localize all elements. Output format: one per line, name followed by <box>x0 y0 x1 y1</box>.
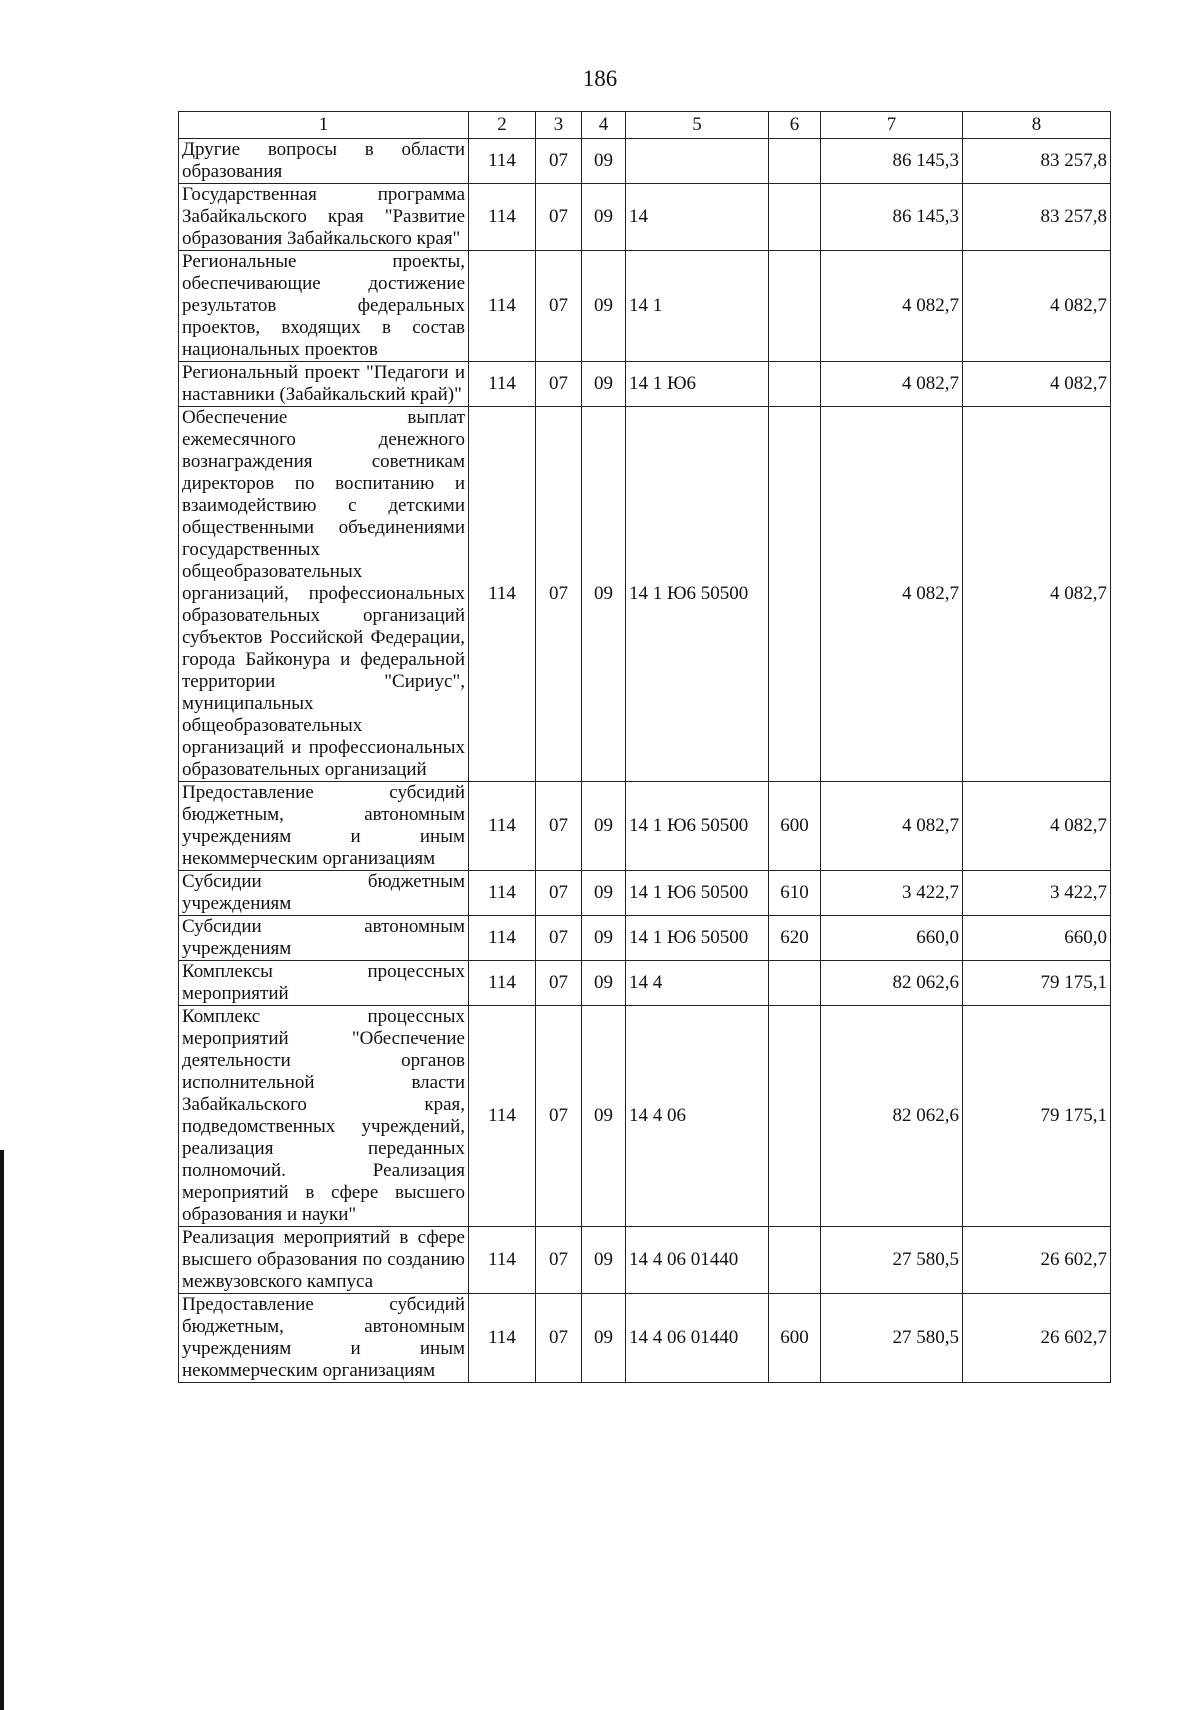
table-row <box>179 782 1111 871</box>
expense-type-cell <box>769 251 821 362</box>
column-header: 3 <box>536 112 582 139</box>
ministry-code-cell: 114 <box>469 407 536 782</box>
section-code-cell: 07 <box>536 871 582 916</box>
column-header: 7 <box>821 112 963 139</box>
amount-year2-cell: 26 602,7 <box>963 1227 1111 1294</box>
target-article-cell: 14 1 Ю6 <box>626 362 769 407</box>
section-code-cell: 07 <box>536 1006 582 1227</box>
table-row <box>179 184 1111 251</box>
amount-year1-cell: 4 082,7 <box>821 362 963 407</box>
target-article-cell: 14 4 <box>626 961 769 1006</box>
ministry-code-cell: 114 <box>469 139 536 184</box>
target-article-cell: 14 1 Ю6 50500 <box>626 782 769 871</box>
amount-year1-cell: 4 082,7 <box>821 407 963 782</box>
expense-type-cell: 620 <box>769 916 821 961</box>
table-row <box>179 1294 1111 1383</box>
expense-type-cell <box>769 139 821 184</box>
target-article-cell <box>626 139 769 184</box>
subsection-code-cell: 09 <box>582 871 626 916</box>
section-code-cell: 07 <box>536 251 582 362</box>
ministry-code-cell: 114 <box>469 1227 536 1294</box>
amount-year2-cell: 79 175,1 <box>963 961 1111 1006</box>
row-name-cell: Региональный проект "Педагоги и наставники (Забайкальский край)" <box>179 362 469 407</box>
ministry-code-cell: 114 <box>469 961 536 1006</box>
section-code-cell: 07 <box>536 184 582 251</box>
subsection-code-cell: 09 <box>582 251 626 362</box>
section-code-cell: 07 <box>536 1227 582 1294</box>
table-row <box>179 362 1111 407</box>
amount-year2-cell: 79 175,1 <box>963 1006 1111 1227</box>
expense-type-cell: 610 <box>769 871 821 916</box>
row-name-cell: Комплексы процессных мероприятий <box>179 961 469 1006</box>
expense-type-cell <box>769 1006 821 1227</box>
amount-year2-cell: 4 082,7 <box>963 782 1111 871</box>
subsection-code-cell: 09 <box>582 1294 626 1383</box>
table-row <box>179 871 1111 916</box>
section-code-cell: 07 <box>536 916 582 961</box>
column-header: 8 <box>963 112 1111 139</box>
table-row <box>179 961 1111 1006</box>
row-name-cell: Другие вопросы в области образования <box>179 139 469 184</box>
table-row <box>179 407 1111 782</box>
section-code-cell: 07 <box>536 1294 582 1383</box>
expense-type-cell <box>769 407 821 782</box>
ministry-code-cell: 114 <box>469 1006 536 1227</box>
ministry-code-cell: 114 <box>469 362 536 407</box>
subsection-code-cell: 09 <box>582 1227 626 1294</box>
section-code-cell: 07 <box>536 139 582 184</box>
ministry-code-cell: 114 <box>469 782 536 871</box>
amount-year2-cell: 4 082,7 <box>963 362 1111 407</box>
ministry-code-cell: 114 <box>469 251 536 362</box>
column-header: 5 <box>626 112 769 139</box>
amount-year1-cell: 86 145,3 <box>821 184 963 251</box>
target-article-cell: 14 1 Ю6 50500 <box>626 916 769 961</box>
target-article-cell: 14 4 06 <box>626 1006 769 1227</box>
amount-year1-cell: 82 062,6 <box>821 961 963 1006</box>
amount-year2-cell: 26 602,7 <box>963 1294 1111 1383</box>
section-code-cell: 07 <box>536 407 582 782</box>
subsection-code-cell: 09 <box>582 139 626 184</box>
amount-year1-cell: 27 580,5 <box>821 1227 963 1294</box>
target-article-cell: 14 4 06 01440 <box>626 1227 769 1294</box>
budget-table <box>178 111 1111 1383</box>
expense-type-cell: 600 <box>769 782 821 871</box>
amount-year1-cell: 27 580,5 <box>821 1294 963 1383</box>
subsection-code-cell: 09 <box>582 1006 626 1227</box>
amount-year2-cell: 660,0 <box>963 916 1111 961</box>
row-name-cell: Субсидии автономным учреждениям <box>179 916 469 961</box>
amount-year1-cell: 86 145,3 <box>821 139 963 184</box>
target-article-cell: 14 4 06 01440 <box>626 1294 769 1383</box>
row-name-cell: Предоставление субсидий бюджетным, автономным учреждениям и иным некоммерческим организациям <box>179 782 469 871</box>
subsection-code-cell: 09 <box>582 782 626 871</box>
subsection-code-cell: 09 <box>582 362 626 407</box>
amount-year2-cell: 83 257,8 <box>963 139 1111 184</box>
section-code-cell: 07 <box>536 362 582 407</box>
subsection-code-cell: 09 <box>582 184 626 251</box>
table-row <box>179 1006 1111 1227</box>
amount-year2-cell: 4 082,7 <box>963 251 1111 362</box>
target-article-cell: 14 1 Ю6 50500 <box>626 871 769 916</box>
amount-year1-cell: 3 422,7 <box>821 871 963 916</box>
scan-edge-mark <box>0 1150 4 1710</box>
subsection-code-cell: 09 <box>582 916 626 961</box>
target-article-cell: 14 1 <box>626 251 769 362</box>
amount-year1-cell: 660,0 <box>821 916 963 961</box>
expense-type-cell <box>769 961 821 1006</box>
section-code-cell: 07 <box>536 961 582 1006</box>
section-code-cell: 07 <box>536 782 582 871</box>
subsection-code-cell: 09 <box>582 961 626 1006</box>
expense-type-cell <box>769 1227 821 1294</box>
table-row <box>179 251 1111 362</box>
ministry-code-cell: 114 <box>469 916 536 961</box>
row-name-cell: Предоставление субсидий бюджетным, автономным учреждениям и иным некоммерческим организациям <box>179 1294 469 1383</box>
ministry-code-cell: 114 <box>469 871 536 916</box>
ministry-code-cell: 114 <box>469 1294 536 1383</box>
row-name-cell: Комплекс процессных мероприятий "Обеспечение деятельности органов исполнительной власти Забайкальского края, подведомственных учреждений, реализация переданных полномочий. Реализация мероприятий в сфере высшего образования и науки" <box>179 1006 469 1227</box>
row-name-cell: Государственная программа Забайкальского края "Развитие образования Забайкальского края" <box>179 184 469 251</box>
table-row <box>179 139 1111 184</box>
expense-type-cell <box>769 362 821 407</box>
header-row <box>179 112 1111 139</box>
column-header: 1 <box>179 112 469 139</box>
row-name-cell: Региональные проекты, обеспечивающие достижение результатов федеральных проектов, входящих в состав национальных проектов <box>179 251 469 362</box>
amount-year2-cell: 4 082,7 <box>963 407 1111 782</box>
target-article-cell: 14 <box>626 184 769 251</box>
row-name-cell: Обеспечение выплат ежемесячного денежного вознаграждения советникам директоров по воспитанию и взаимодействию с детскими общественными объединениями государственных общеобразовательных организаций, профессиональных образовательных организаций субъектов Российской Федерации, города Байконура и федеральной территории "Сириус", муниципальных общеобразовательных организаций и профессиональных образовательных организаций <box>179 407 469 782</box>
expense-type-cell <box>769 184 821 251</box>
expense-type-cell: 600 <box>769 1294 821 1383</box>
amount-year2-cell: 3 422,7 <box>963 871 1111 916</box>
page-number: 186 <box>582 66 618 91</box>
table-row <box>179 1227 1111 1294</box>
amount-year2-cell: 83 257,8 <box>963 184 1111 251</box>
amount-year1-cell: 4 082,7 <box>821 782 963 871</box>
column-header: 2 <box>469 112 536 139</box>
amount-year1-cell: 82 062,6 <box>821 1006 963 1227</box>
row-name-cell: Реализация мероприятий в сфере высшего образования по созданию межвузовского кампуса <box>179 1227 469 1294</box>
subsection-code-cell: 09 <box>582 407 626 782</box>
column-header: 6 <box>769 112 821 139</box>
target-article-cell: 14 1 Ю6 50500 <box>626 407 769 782</box>
table-row <box>179 916 1111 961</box>
amount-year1-cell: 4 082,7 <box>821 251 963 362</box>
ministry-code-cell: 114 <box>469 184 536 251</box>
row-name-cell: Субсидии бюджетным учреждениям <box>179 871 469 916</box>
column-header: 4 <box>582 112 626 139</box>
